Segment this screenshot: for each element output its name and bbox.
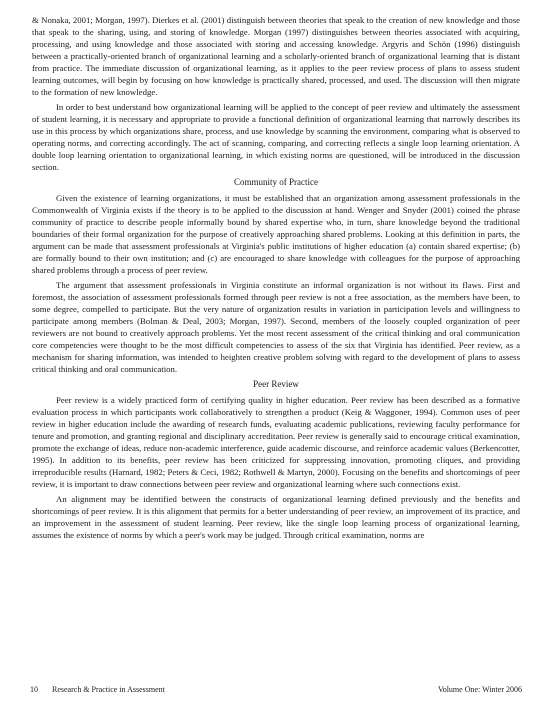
paragraph-3: Given the existence of learning organizations, it must be established that an organization among assessment professionals in the Commonwealth of Virginia exists if the theory is to be applied to the discussion at hand. Wenger and Snyder (2001) coined the phrase community of practice to describe people informally bound by shared expertise who, in turn, share knowledge beyond the traditional boundaries of their formal organization for the purpose of creatively approaching shared problems. Looking at this definition in parts, the argument can be made that assessment professionals at Virginia's public institutions of higher education (a) contain shared expertise; (b) are formally bound to their own institution; and (c) are encouraged to share knowledge with colleagues for the purpose of approaching shared problems through a process of peer review. — [32, 193, 520, 275]
page-number: 10 — [30, 685, 38, 694]
volume-info: Volume One: Winter 2006 — [437, 685, 522, 694]
paragraph-5: Peer review is a widely practiced form of certifying quality in higher education. Peer review has been described as a formative evaluation process in which participants work collaboratively to strengthen a product (Keig & Waggoner, 1994). Common uses of peer review in higher education include the awarding of research funds, evaluating academic publications, reviewing faculty performance for tenure and promotion, and granting regional and disciplinary accreditation. Peer review is generally said to encourage critical examination, promote the exchange of ideas, reduce non-academic interference, guide academic discourse, and reinforce academic values (Berkencotter, 1995). In addition to its benefits, peer review has been criticized for suppressing innovation, promoting cliques, and providing irreproducible results (Harnard, 1982; Peters & Ceci, 1982; Rothwell & Martyn, 2000). Focusing on the benefits and shortcomings of peer review, it is important to draw connections between peer review and organizational learning where such connections exist. — [32, 395, 520, 489]
paragraph-6: An alignment may be identified between the constructs of organizational learning defined previously and the benefits and shortcomings of peer review. It is this alignment that permits for a better understanding of peer review, an improvement of its practice, and an improvement in the assessment of student learning. Peer review, like the single loop learning process of organizational learning, assumes the existence of norms by which a peer's work may be judged. Through critical examination, norms are — [32, 494, 520, 540]
paragraph-4: The argument that assessment professionals in Virginia constitute an informal organization is not without its flaws. First and foremost, the association of assessment professionals formed through peer review is not a free association, as the members have been, to some degree, compelled to participate. But the very nature of organization results in variation in participation levels and willingness to participate among members (Bolman & Deal, 2003; Morgan, 1997). Second, members of the loosely coupled organization of peer reviewers are not bound to creatively approach problems. Yet the most recent assessment of the critical thinking and oral communication core competencies were thought to be the most difficult competencies to assess of the six that Virginia has identified. Peer review, as a mechanism for sharing information, was intended to heighten creative problem solving with regard to the development of plans to assess critical thinking and oral communication. — [32, 280, 520, 374]
paragraph-2: In order to best understand how organizational learning will be applied to the concept of peer review and ultimately the assessment of student learning, it is necessary and appropriate to provide a functional definition of organizational learning that narrowly describes its use in this process by which organizations share, process, and use knowledge by scanning the environment, comparing what is observed to operating norms, and correcting accordingly. The act of scanning, comparing, and correcting reflects a single loop learning orientation. A double loop learning orientation to organizational learning, in which existing norms are questioned, will be introduced in the discussion section. — [32, 102, 520, 172]
section-heading-community-of-practice: Community of Practice — [234, 177, 318, 187]
section-heading-peer-review: Peer Review — [253, 379, 299, 389]
journal-title: Research & Practice in Assessment — [52, 685, 165, 694]
page-footer — [30, 684, 522, 696]
article-body — [32, 14, 520, 544]
paragraph-1: & Nonaka, 2001; Morgan, 1997). Dierkes et al. (2001) distinguish between theories that speak to the creation of new knowledge and those that speak to the sharing, using, and storing of knowledge. Morgan (1997) distinguishes between theories associated with acquiring, processing, and using knowledge and those associated with storing and accessing knowledge. Argyris and Schön (1996) distinguish between a practically-oriented branch of organizational learning and a scholarly-oriented branch of organizational learning that is distant from practice. The immediate discussion of organizational learning, as it applies to the peer review process of plans to assess student learning outcomes, will begin by focusing on how knowledge is practically shared, processed, and used. The discussion will then migrate to the formation of new knowledge. — [32, 15, 520, 97]
